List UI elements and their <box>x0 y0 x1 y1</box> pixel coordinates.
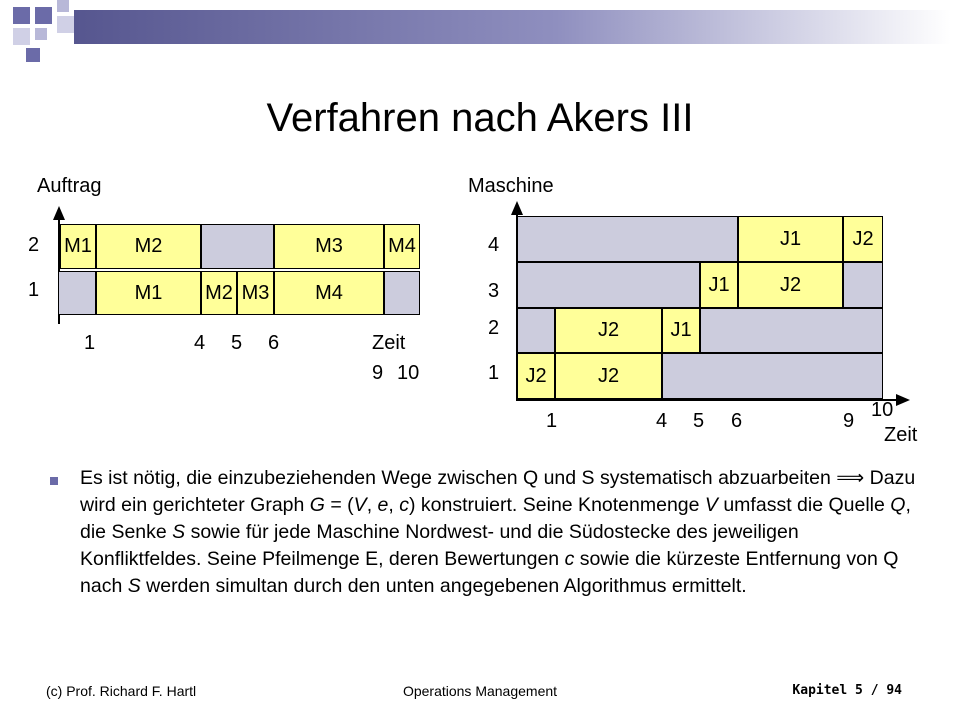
footer-author: (c) Prof. Richard F. Hartl <box>46 683 197 699</box>
text-run-italic: V <box>353 494 367 516</box>
x-tick: 5 <box>693 410 705 432</box>
y-tick: 1 <box>488 362 500 384</box>
x-axis-label: Zeit <box>372 332 406 354</box>
gantt-bar-idle <box>201 224 274 269</box>
y-tick: 2 <box>488 317 500 339</box>
gantt-bar-idle <box>662 353 883 399</box>
gantt-bar: J1 <box>700 262 738 308</box>
text-run-italic: S <box>172 521 186 543</box>
text-run-italic: Q <box>890 494 906 516</box>
deco-square <box>57 0 69 12</box>
text-run-italic: S <box>127 575 141 597</box>
gantt-bar: M3 <box>237 271 274 315</box>
y-axis-label: Maschine <box>468 175 554 197</box>
x-tick: 4 <box>656 410 668 432</box>
gantt-bar-idle <box>843 262 883 308</box>
footer-page: Kapitel 5 / 94 <box>792 683 902 698</box>
gantt-bar: M3 <box>274 224 384 269</box>
text-run-italic: e <box>377 494 389 516</box>
text-run: = ( <box>324 494 354 516</box>
y-tick: 4 <box>488 234 500 256</box>
text-run: Dazu wird ein gerichteter Graph <box>80 467 916 516</box>
deco-square <box>35 7 52 24</box>
text-run-italic: V <box>704 494 718 516</box>
x-tick: 1 <box>546 410 558 432</box>
gantt-bar-idle <box>517 216 738 262</box>
bullet-paragraph <box>80 465 920 600</box>
x-tick: 9 <box>843 410 855 432</box>
text-run: , <box>388 494 400 516</box>
slide-title: Verfahren nach Akers III <box>266 96 694 140</box>
x-tick: 5 <box>231 332 243 354</box>
text-run: umfasst die Quelle <box>717 494 891 516</box>
x-tick: 4 <box>194 332 206 354</box>
text-run: sowie die kürzeste Entfernung von Q nach <box>80 548 899 597</box>
x-tick: 1 <box>84 332 96 354</box>
x-tick: 9 <box>372 362 384 384</box>
header-gradient-bar <box>74 10 951 44</box>
x-axis-line <box>516 399 898 401</box>
text-run: , die Senke <box>80 494 911 543</box>
y-tick: 3 <box>488 280 500 302</box>
gantt-bar: J2 <box>555 353 662 399</box>
y-axis-arrow-icon <box>511 201 523 215</box>
gantt-bar: J2 <box>843 216 883 262</box>
gantt-bar: J2 <box>738 262 843 308</box>
implies-symbol: ⟹ <box>836 467 865 489</box>
gantt-bar: J2 <box>555 308 662 353</box>
x-tick: 10 <box>397 362 420 384</box>
gantt-bar-idle <box>517 262 700 308</box>
deco-square <box>35 28 47 40</box>
x-tick: 6 <box>268 332 280 354</box>
text-run-italic: G <box>309 494 325 516</box>
deco-square <box>13 28 30 45</box>
text-run: sowie für jede Maschine Nordwest- und die Südostecke des jeweiligen Konfliktfeldes. Seine Pfeilmenge E, deren Bewertungen <box>80 521 799 570</box>
y-axis-label: Auftrag <box>37 175 102 197</box>
gantt-bar: M4 <box>274 271 384 315</box>
gantt-bar-idle <box>700 308 883 353</box>
deco-square <box>13 7 30 24</box>
gantt-bar: J2 <box>517 353 555 399</box>
gantt-bar: M1 <box>60 224 96 269</box>
y-tick: 2 <box>28 234 40 256</box>
gantt-bar: M2 <box>201 271 237 315</box>
text-run: , <box>366 494 378 516</box>
gantt-bar: M4 <box>384 224 420 269</box>
gantt-bar: M2 <box>96 224 201 269</box>
text-run-italic: c <box>564 548 575 570</box>
gantt-bar-idle <box>58 271 96 315</box>
footer-course: Operations Management <box>402 683 558 699</box>
gantt-bar: J1 <box>738 216 843 262</box>
text-run-italic: c <box>399 494 409 516</box>
y-axis-arrow-icon <box>53 206 65 220</box>
text-run: werden simultan durch den unten angegebenen Algorithmus ermittelt. <box>140 575 747 597</box>
x-tick: 6 <box>731 410 743 432</box>
deco-square <box>26 48 40 62</box>
x-axis-arrow-icon <box>896 394 910 406</box>
gantt-bar: J1 <box>662 308 700 353</box>
x-axis-label: Zeit <box>884 424 918 446</box>
gantt-bar: M1 <box>96 271 201 315</box>
y-tick: 1 <box>28 279 40 301</box>
deco-square <box>57 16 74 33</box>
gantt-bar-idle <box>384 271 420 315</box>
text-run: ) konstruiert. Seine Knotenmenge <box>408 494 705 516</box>
bullet-icon <box>50 477 58 485</box>
text-run: Es ist nötig, die einzubeziehenden Wege zwischen Q und S systematisch abzuarbeiten <box>80 467 837 489</box>
gantt-bar-idle <box>517 308 555 353</box>
x-tick: 10 <box>871 399 894 421</box>
